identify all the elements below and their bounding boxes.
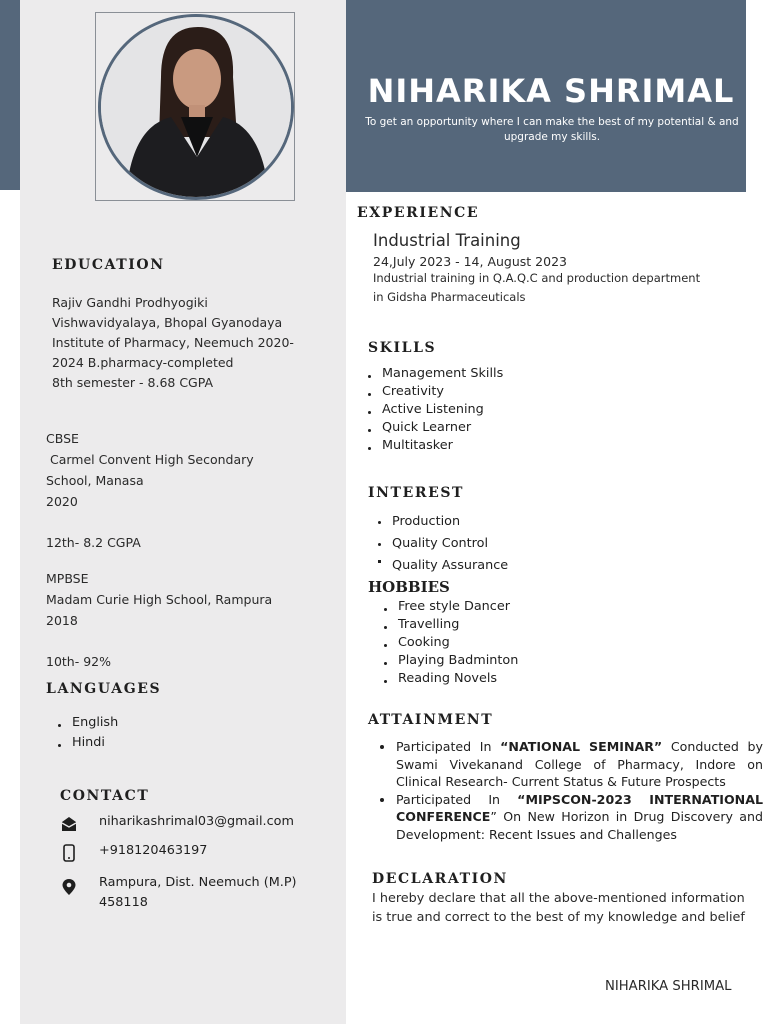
attainment-event-name: “MIPSCON-2023 INTERNATIONAL CONFERENCE — [396, 791, 763, 824]
address-line: Rampura, Dist. Neemuch (M.P) — [99, 875, 297, 890]
skill-label: Quick Learner — [382, 420, 472, 435]
college-line: Rajiv Gandhi Prodhyogiki — [52, 295, 208, 310]
cbse-details — [46, 428, 336, 512]
language-label: English — [72, 715, 119, 730]
declaration-text: I hereby declare that all the above-mentioned information — [372, 891, 745, 906]
contact-address-row — [60, 873, 329, 913]
hobby-label: Reading Novels — [398, 671, 498, 686]
list-item — [384, 652, 518, 670]
mpbse-details — [46, 568, 336, 631]
list-item — [368, 383, 503, 401]
year: 2018 — [46, 613, 78, 628]
school-line: Carmel Convent High Secondary — [46, 452, 254, 467]
skill-label: Management Skills — [382, 366, 504, 381]
address-line: 458118 — [99, 895, 148, 910]
person-silhouette-icon — [101, 17, 291, 197]
hobbies-heading: HOBBIES — [368, 578, 450, 596]
experience-dates: 24,July 2023 - 14, August 2023 — [373, 254, 567, 269]
declaration-text: is true and correct to the best of my knowledge and belief — [372, 910, 745, 925]
interest-heading: INTEREST — [368, 485, 465, 501]
education-heading: EDUCATION — [52, 257, 165, 273]
bullet-icon — [378, 543, 381, 546]
declaration-heading: DECLARATION — [372, 871, 508, 887]
list-item — [378, 533, 508, 555]
attainment-event-name: “NATIONAL SEMINAR” — [500, 739, 663, 754]
list-item — [372, 791, 763, 844]
bullet-icon — [384, 680, 387, 683]
bullet-icon — [58, 744, 61, 747]
college-details — [52, 293, 342, 393]
list-item — [368, 365, 503, 383]
interest-label: Quality Assurance — [392, 558, 509, 573]
experience-title: Industrial Training — [373, 231, 521, 250]
mail-icon — [60, 815, 78, 833]
list-item — [368, 401, 503, 419]
address-text — [99, 873, 329, 913]
bullet-icon — [384, 626, 387, 629]
skills-heading: SKILLS — [368, 340, 437, 356]
skill-label: Multitasker — [382, 438, 453, 453]
list-item — [384, 598, 518, 616]
bullet-icon — [380, 798, 384, 802]
languages-list — [58, 713, 118, 753]
hobbies-list — [384, 598, 518, 688]
college-line: 2024 B.pharmacy-completed — [52, 355, 234, 370]
list-item — [384, 616, 518, 634]
skill-label: Creativity — [382, 384, 444, 399]
skill-label: Active Listening — [382, 402, 484, 417]
contact-phone-row — [60, 841, 329, 863]
experience-description: in Gidsha Pharmaceuticals — [373, 290, 526, 304]
bullet-icon — [380, 745, 384, 749]
attainment-text: Conducted by Swami Vivekanand College of Pharmacy, Indore on Clinical Research- Current Status & Future Prospects — [396, 739, 764, 789]
attainment-heading: ATTAINMENT — [368, 712, 494, 728]
board-name: CBSE — [46, 431, 79, 446]
bullet-icon — [368, 375, 371, 378]
skills-list — [368, 365, 503, 455]
email-text[interactable]: niharikashrimal03@gmail.com — [99, 814, 294, 829]
list-item — [58, 713, 118, 733]
attainment-list — [372, 738, 763, 843]
bullet-icon — [384, 644, 387, 647]
college-line: Vishwavidyalaya, Bhopal Gyanodaya — [52, 315, 283, 330]
contact-heading: CONTACT — [60, 788, 150, 804]
hobby-label: Playing Badminton — [398, 653, 519, 668]
language-label: Hindi — [72, 735, 105, 750]
school-line: School, Manasa — [46, 473, 144, 488]
bullet-icon — [384, 662, 387, 665]
candidate-name: NIHARIKA SHRIMAL — [367, 72, 735, 110]
bullet-icon — [368, 393, 371, 396]
cbse-grade: 12th- 8.2 CGPA — [46, 535, 141, 550]
phone-icon — [60, 843, 78, 863]
hobby-label: Free style Dancer — [398, 599, 510, 614]
school-line: Madam Curie High School, Rampura — [46, 592, 273, 607]
bullet-icon — [384, 608, 387, 611]
college-line: 8th semester - 8.68 CGPA — [52, 375, 214, 390]
college-line: Institute of Pharmacy, Neemuch 2020- — [52, 335, 294, 350]
signature-name: NIHARIKA SHRIMAL — [605, 979, 732, 994]
bullet-icon — [368, 411, 371, 414]
bullet-icon — [378, 560, 381, 563]
list-item — [368, 419, 503, 437]
board-name: MPBSE — [46, 571, 89, 586]
left-accent-strip — [0, 0, 20, 190]
bullet-icon — [58, 724, 61, 727]
bullet-icon — [368, 429, 371, 432]
attainment-text: Participated In — [396, 791, 518, 807]
attainment-text: Participated In — [396, 739, 501, 754]
year: 2020 — [46, 494, 78, 509]
list-item — [58, 733, 118, 753]
list-item — [372, 738, 763, 791]
list-item — [384, 634, 518, 652]
languages-heading: LANGUAGES — [46, 681, 162, 697]
bullet-icon — [378, 521, 381, 524]
location-pin-icon — [60, 877, 78, 897]
profile-photo — [98, 14, 294, 200]
career-objective: To get an opportunity where I can make the best of my potential & and upgrade my skills. — [365, 116, 739, 143]
interest-label: Quality Control — [392, 536, 489, 551]
list-item — [378, 555, 508, 577]
hobby-label: Cooking — [398, 635, 450, 650]
interest-list — [378, 511, 508, 577]
contact-email-row — [60, 812, 329, 833]
experience-description: Industrial training in Q.A.Q.C and production department — [373, 271, 701, 285]
interest-label: Production — [392, 514, 461, 529]
bullet-icon — [368, 447, 371, 450]
experience-heading: EXPERIENCE — [357, 205, 480, 221]
list-item — [368, 437, 503, 455]
hobby-label: Travelling — [398, 617, 460, 632]
list-item — [378, 511, 508, 533]
phone-text[interactable]: +918120463197 — [99, 843, 208, 858]
mpbse-grade: 10th- 92% — [46, 654, 111, 669]
list-item — [384, 670, 518, 688]
attainment-text: ” On New Horizon in Drug Discovery and Development: Recent Issues and Challenges — [396, 809, 763, 842]
